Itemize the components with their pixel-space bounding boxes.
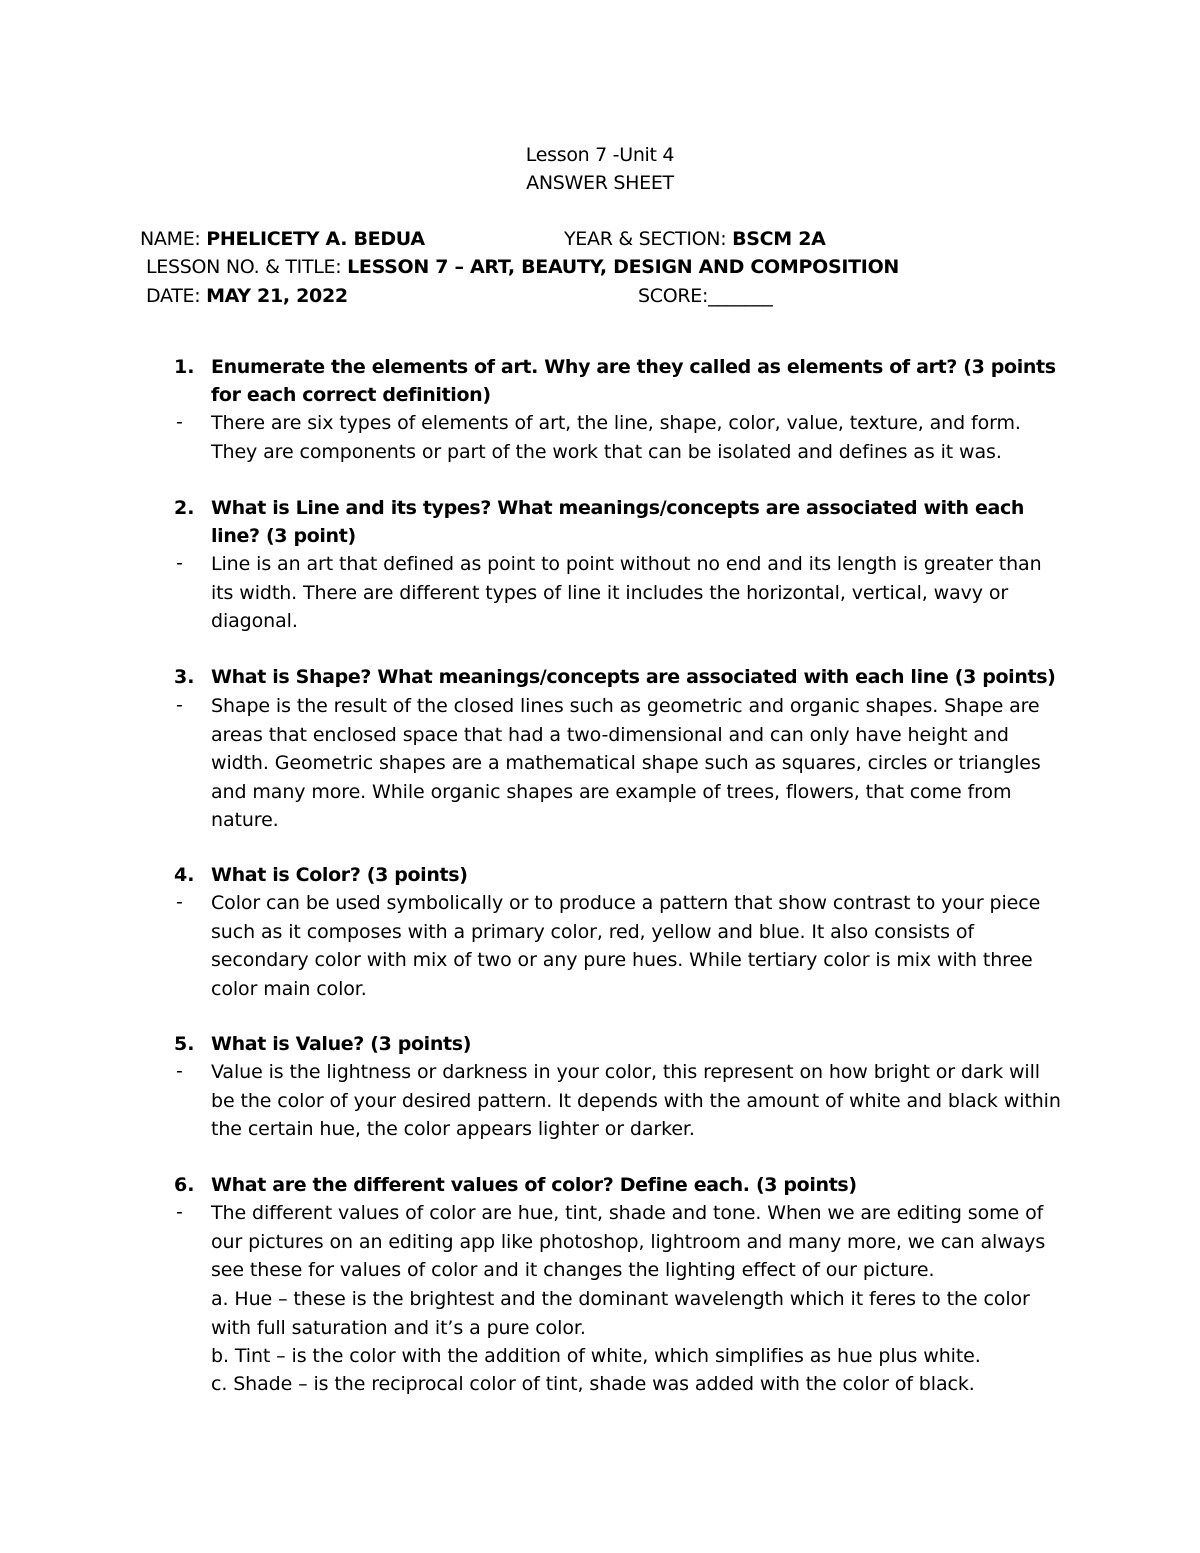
- name-field: [140, 228, 425, 250]
- answer-text: Color can be used symbolically or to produce a pattern that show contrast to your piece such as it composes with a primary color, red, yellow and blue. It also consists of secondary color with mix of two or any pure hues. While tertiary color is mix with three color main color.: [211, 892, 1041, 1000]
- question-number: 2.: [174, 497, 195, 519]
- section-field: [564, 228, 826, 250]
- question-number: 4.: [174, 864, 195, 886]
- lesson-unit-heading: Lesson 7 -Unit 4: [525, 144, 675, 166]
- sub-answer-tint: b. Tint – is the color with the addition of white, which simplifies as hue plus white.: [211, 1345, 981, 1367]
- answer-dash: -: [176, 552, 183, 574]
- date-label: DATE:: [146, 285, 207, 307]
- answer-text: Line is an art that defined as point to point without no end and its length is greater than its width. There are different types of line it includes the horizontal, vertical, wavy or diagonal.: [211, 553, 1042, 632]
- question-number: 6.: [174, 1174, 195, 1196]
- question-text: What are the different values of color? Define each. (3 points): [211, 1174, 857, 1196]
- sub-answer-hue: a. Hue – these is the brightest and the dominant wavelength which it feres to the color with full saturation and it’s a pure color.: [211, 1288, 1030, 1339]
- question-number: 3.: [174, 666, 195, 688]
- section-value: BSCM 2A: [732, 228, 826, 250]
- answer-dash: -: [176, 694, 183, 716]
- answer-dash: -: [176, 1201, 183, 1223]
- question-text: What is Value? (3 points): [211, 1033, 472, 1055]
- question-text: What is Shape? What meanings/concepts are associated with each line (3 points): [211, 666, 1056, 688]
- section-label: YEAR & SECTION:: [564, 228, 733, 250]
- question-number: 1.: [174, 356, 195, 378]
- answer-dash: -: [176, 411, 183, 433]
- name-value: PHELICETY A. BEDUA: [206, 228, 425, 250]
- question-number: 5.: [174, 1033, 195, 1055]
- answer-sheet-title: ANSWER SHEET: [526, 172, 674, 194]
- question-text: What is Line and its types? What meanings/concepts are associated with each line? (3 point): [211, 497, 1025, 547]
- score-field: SCORE:_______: [638, 285, 773, 307]
- lesson-label: LESSON NO. & TITLE:: [146, 256, 348, 278]
- date-field: [146, 285, 348, 307]
- question-text: Enumerate the elements of art. Why are they called as elements of art? (3 points for each correct definition): [211, 356, 1056, 406]
- answer-text: The different values of color are hue, tint, shade and tone. When we are editing some of our pictures on an editing app like photoshop, lightroom and many more, we can always see these for values of color and it changes the lighting effect of our picture.: [211, 1202, 1046, 1281]
- name-label: NAME:: [140, 228, 207, 250]
- answer-text: Value is the lightness or darkness in your color, this represent on how bright or dark will be the color of your desired pattern. It depends with the amount of white and black within the certain hue, the color appears lighter or darker.: [211, 1061, 1061, 1140]
- lesson-value: LESSON 7 – ART, BEAUTY, DESIGN AND COMPOSITION: [347, 256, 900, 278]
- sub-answer-shade: c. Shade – is the reciprocal color of tint, shade was added with the color of black.: [211, 1373, 975, 1395]
- date-value: MAY 21, 2022: [206, 285, 348, 307]
- answer-dash: -: [176, 1060, 183, 1082]
- answer-text: Shape is the result of the closed lines such as geometric and organic shapes. Shape are areas that enclosed space that had a two-dimensional and can only have height and width. Geometric shapes are a mathematical shape such as squares, circles or triangles and many more. While organic shapes are example of trees, flowers, that come from nature.: [211, 695, 1041, 831]
- answer-text: There are six types of elements of art, the line, shape, color, value, texture, and form. They are components or part of the work that can be isolated and defines as it was.: [211, 412, 1021, 463]
- question-text: What is Color? (3 points): [211, 864, 468, 886]
- answer-dash: -: [176, 891, 183, 913]
- lesson-field: [146, 256, 899, 278]
